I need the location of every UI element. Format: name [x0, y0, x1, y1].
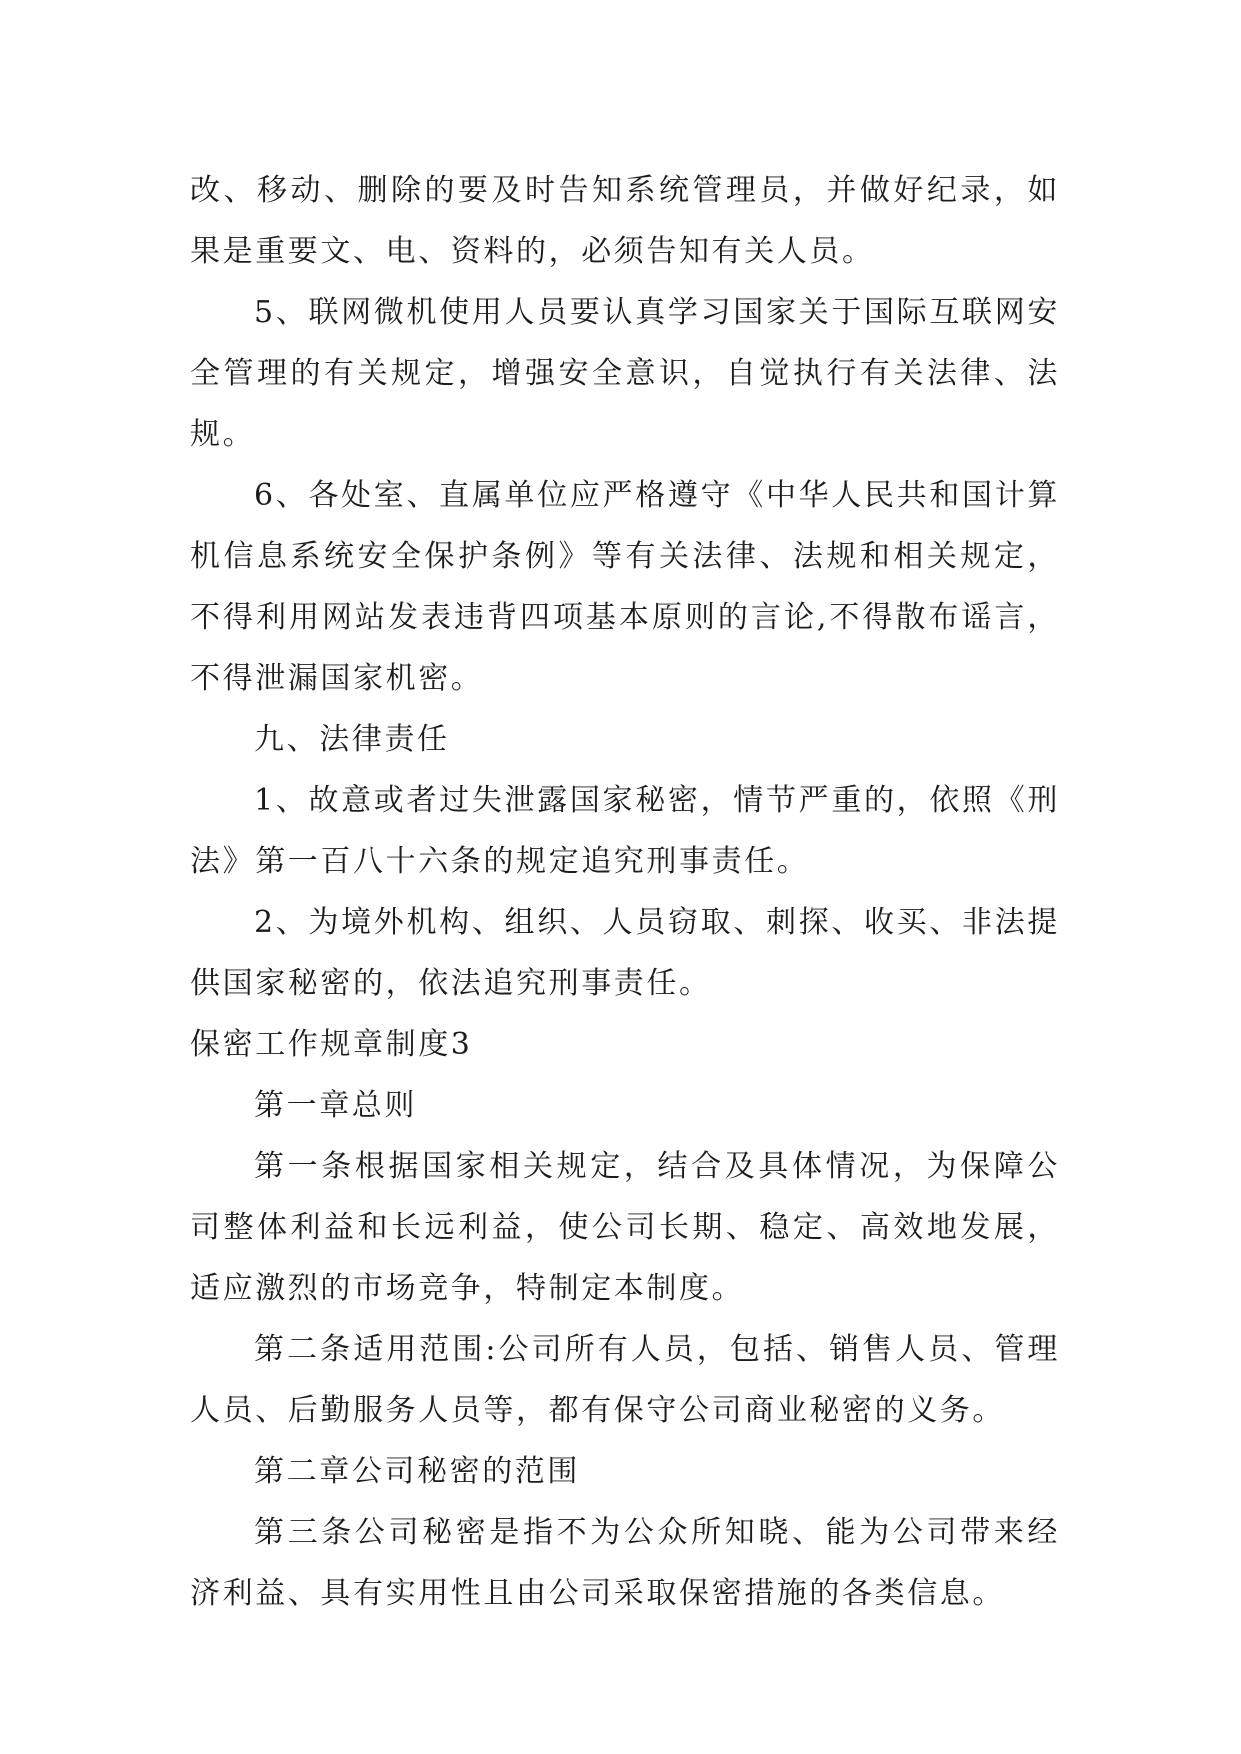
article-2: 第二条适用范围:公司所有人员，包括、销售人员、管理人员、后勤服务人员等，都有保守公司商业秘密的义务。 [190, 1332, 1060, 1428]
chapter-heading-2: 第二章公司秘密的范围 [254, 1454, 580, 1489]
document-body [190, 160, 1060, 1624]
document-title-3: 保密工作规章制度3 [190, 1027, 473, 1062]
paragraph-item-6: 6、各处室、直属单位应严格遵守《中华人民共和国计算机信息系统安全保护条例》等有关法律、法规和相关规定，不得利用网站发表违背四项基本原则的言论,不得散布谣言，不得泄漏国家机密。 [190, 478, 1060, 696]
chapter-heading-1: 第一章总则 [254, 1088, 417, 1123]
article-3: 第三条公司秘密是指不为公众所知晓、能为公司带来经济利益、具有实用性且由公司采取保密措施的各类信息。 [190, 1515, 1060, 1611]
article-1: 第一条根据国家相关规定，结合及具体情况，为保障公司整体利益和长远利益，使公司长期、稳定、高效地发展，适应激烈的市场竞争，特制定本制度。 [190, 1149, 1060, 1306]
paragraph-liability-2: 2、为境外机构、组织、人员窃取、刺探、收买、非法提供国家秘密的，依法追究刑事责任。 [190, 905, 1060, 1001]
paragraph-item-5: 5、联网微机使用人员要认真学习国家关于国际互联网安全管理的有关规定，增强安全意识，自觉执行有关法律、法规。 [190, 295, 1060, 452]
paragraph-liability-1: 1、故意或者过失泄露国家秘密，情节严重的，依照《刑法》第一百八十六条的规定追究刑事责任。 [190, 783, 1060, 879]
section-heading-legal-liability: 九、法律责任 [254, 722, 450, 757]
paragraph-continuation: 改、移动、删除的要及时告知系统管理员，并做好纪录，如果是重要文、电、资料的，必须告知有关人员。 [190, 173, 1060, 269]
